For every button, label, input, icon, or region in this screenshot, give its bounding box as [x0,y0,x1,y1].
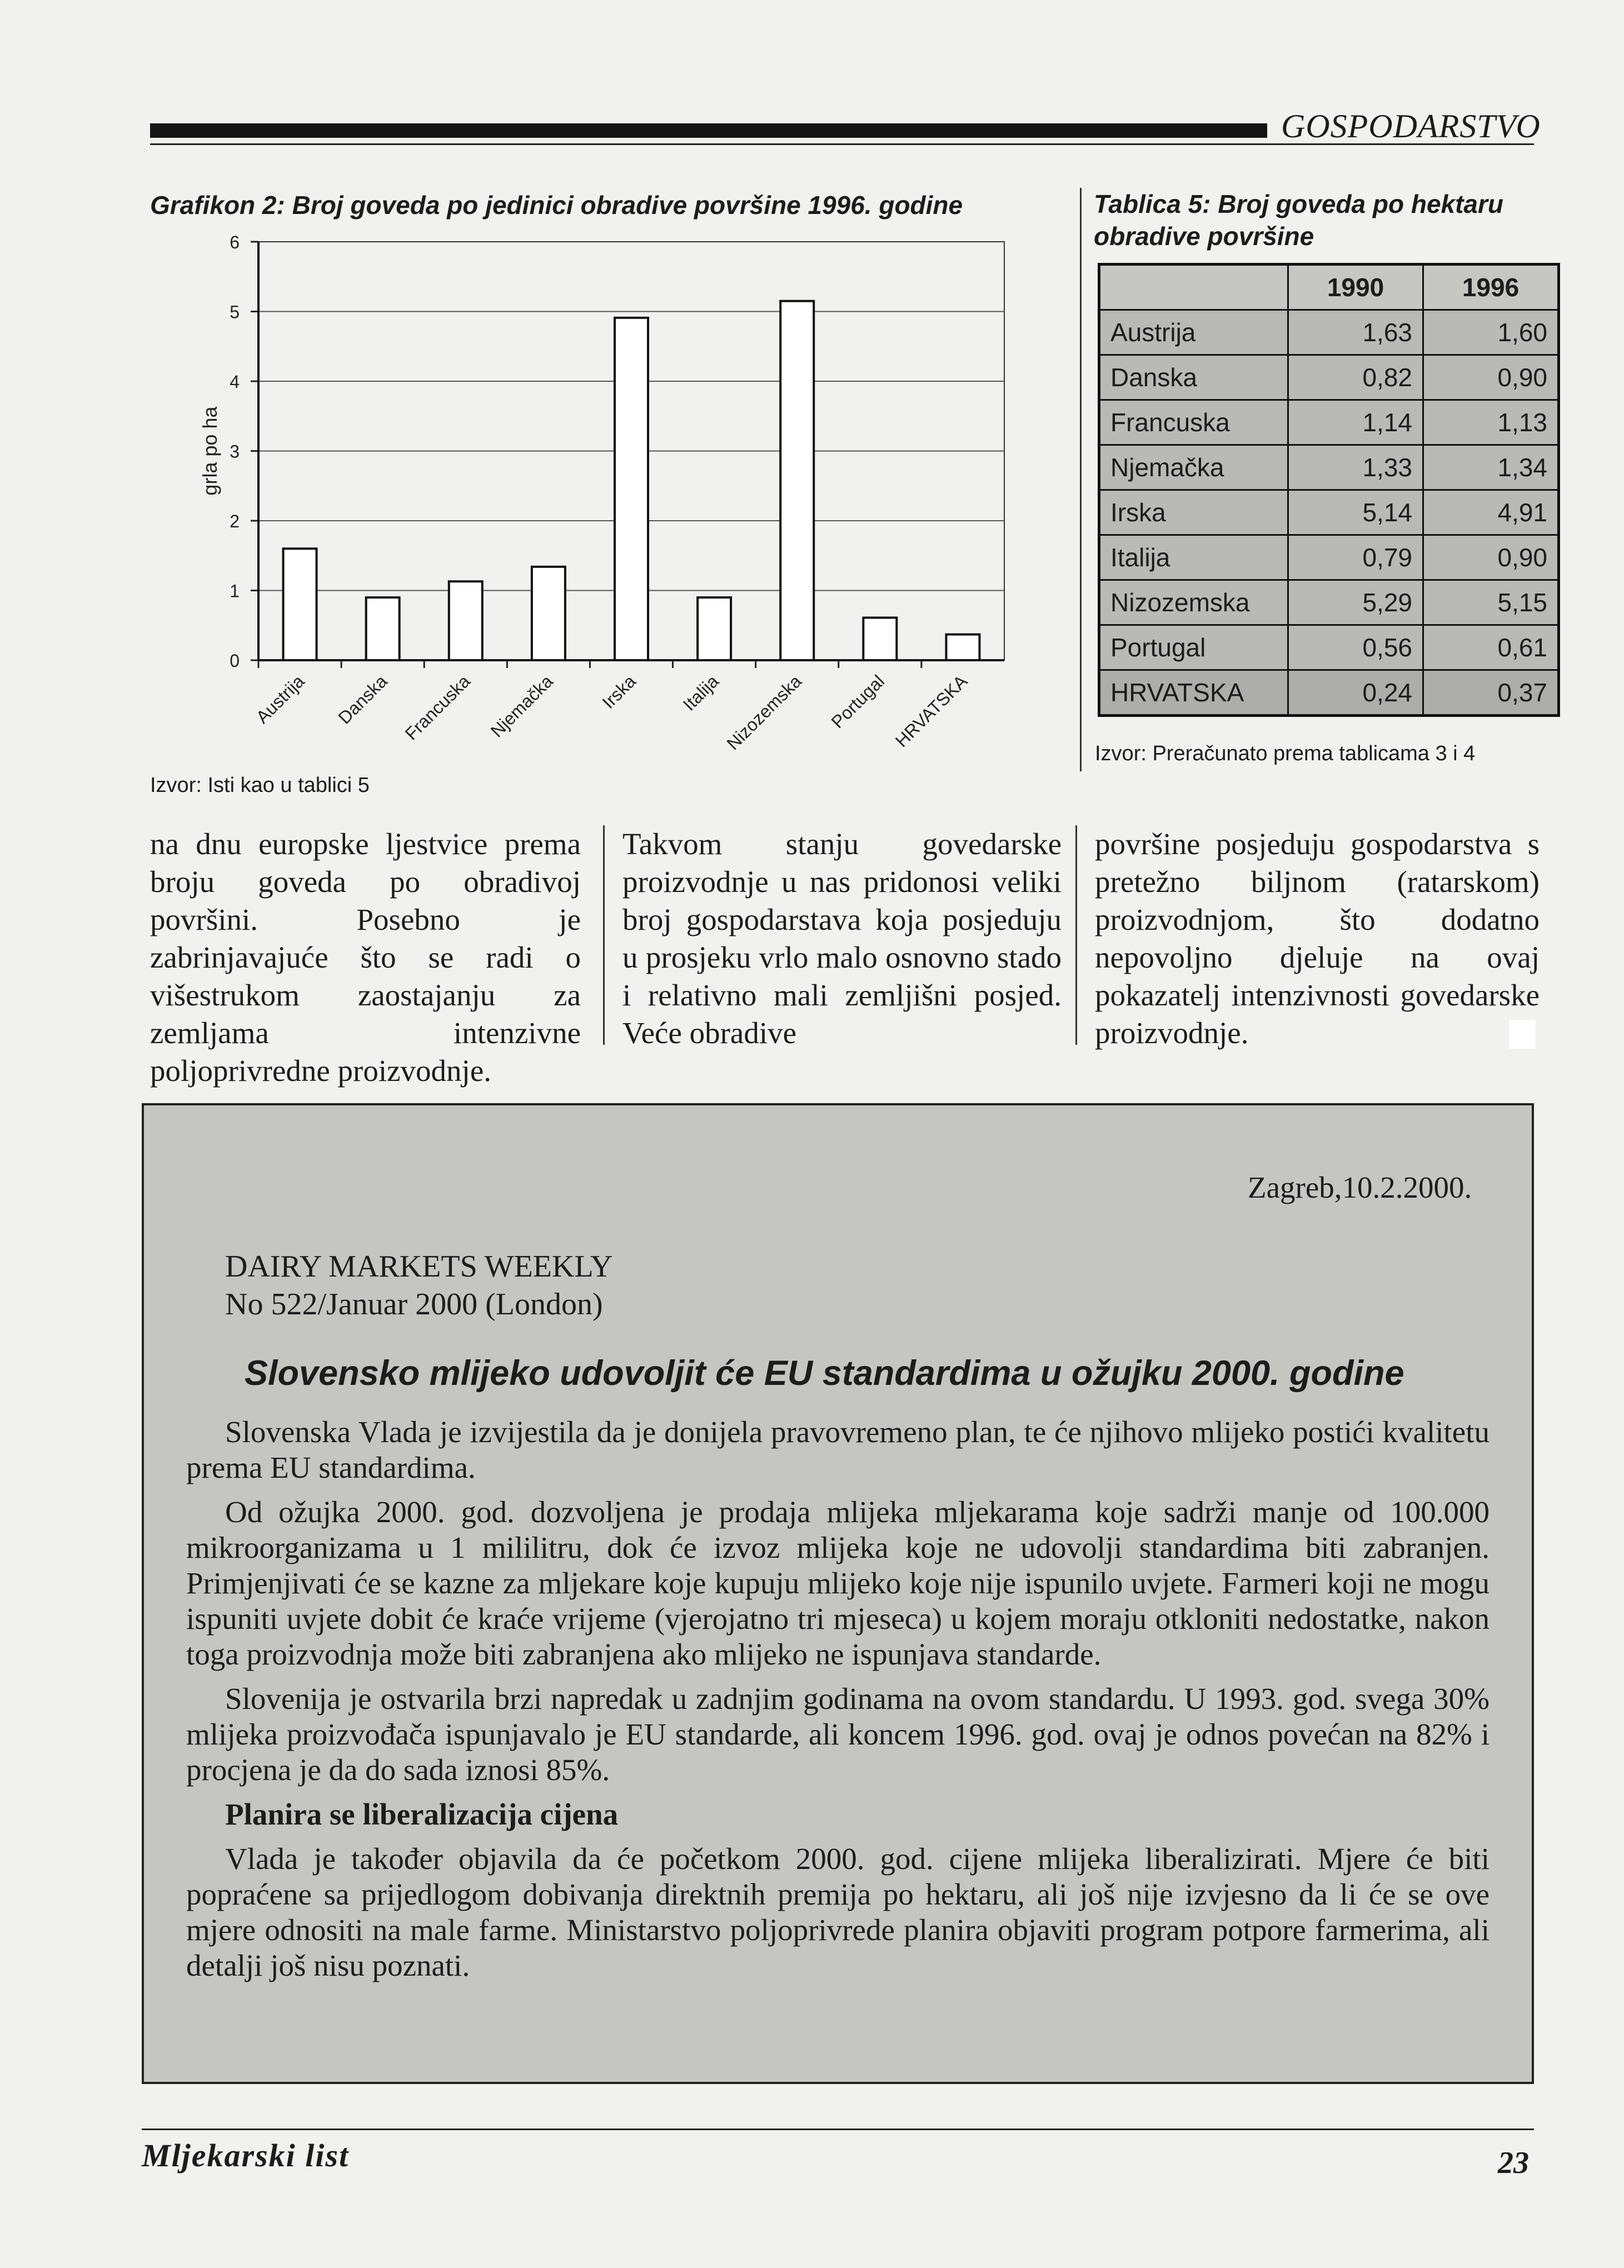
table-cell-country: HRVATSKA [1099,670,1288,716]
table-cell-1990: 1,63 [1288,310,1423,355]
table-header-cell: 1990 [1288,265,1423,310]
table-row [1099,490,1559,535]
table-cell-1996: 1,34 [1423,445,1559,490]
text-column-1: na dnu europske ljestvice prema broju goveda po obradivoj površini. Posebno je zabrinjavajuće što se radi o višestrukom zaostajanju za zemljama intenzivne poljoprivredne proizvodnje. [150,827,581,1088]
table-cell-1996: 0,90 [1423,535,1559,580]
table-cell-1996: 1,60 [1423,310,1559,355]
table-cell-1996: 0,90 [1423,355,1559,400]
bar-chart [150,225,1017,775]
article-date: Zagreb,10.2.2000. [1248,1170,1472,1204]
chart-title: Grafikon 2: Broj goveda po jedinici obradive površine 1996. godine [150,191,963,220]
x-tick-label: Francuska [401,671,474,744]
bar [780,301,814,660]
table-cell-1990: 0,56 [1288,625,1423,670]
table-cell-country: Irska [1099,490,1288,535]
table-cell-1990: 5,14 [1288,490,1423,535]
bar [615,318,648,660]
x-tick-label: Nizozemska [723,671,806,754]
y-tick-label: 3 [230,441,240,462]
x-tick-label: Njemačka [486,671,557,741]
table-cell-1990: 1,33 [1288,445,1423,490]
column-rule [1075,825,1077,1045]
table-cell-1990: 0,79 [1288,535,1423,580]
y-tick-label: 1 [230,581,240,601]
bar [532,567,565,660]
table-cell-country: Austrija [1099,310,1288,355]
x-tick-label: Irska [598,671,640,712]
publication-info [225,1248,612,1323]
white-marker [1509,1020,1536,1049]
x-tick-label: Italija [679,671,723,715]
bar [283,549,317,660]
table-cell-1996: 0,37 [1423,670,1559,716]
table-cell-1996: 0,61 [1423,625,1559,670]
table-header-cell [1099,265,1288,310]
bar [946,635,979,660]
table-cell-1996: 4,91 [1423,490,1559,535]
y-tick-label: 6 [230,232,240,252]
table-row [1099,535,1559,580]
section-title: GOSPODARSTVO [1281,108,1541,144]
table-cell-1996: 1,13 [1423,400,1559,445]
y-axis-label: grla po ha [198,406,221,496]
bar [863,617,896,660]
chart-divider [1080,188,1082,771]
table-source: Izvor: Preračunato prema tablicama 3 i 4 [1095,742,1476,765]
article-subheading: Planira se liberalizacija cijena [225,1797,619,1831]
y-tick-label: 5 [230,302,240,322]
x-tick-label: HRVATSKA [891,671,972,751]
journal-name: Mljekarski list [142,2137,350,2174]
table-header-cell: 1996 [1423,265,1559,310]
table-cell-country: Nizozemska [1099,580,1288,625]
table-title: Tablica 5: Broj goveda po hektaru obradive površine [1094,190,1504,251]
y-tick-label: 4 [230,372,240,392]
publication-issue: No 522/Januar 2000 (London) [225,1287,603,1322]
x-tick-label: Austrija [252,671,308,727]
bar [698,597,731,660]
table-cell-1990: 0,24 [1288,670,1423,716]
table-row [1099,445,1559,490]
article-paragraph: Od ožujka 2000. god. dozvoljena je prodaja mlijeka mljekarama koje sadrži manje od 100.000 mikroorganizama u 1 mililitru, dok će izvoz mlijeka koje ne udovolji standardima biti zabranjen. Primjenjivati će se kazne za mljekare koje kupuju mlijeko koje nije ispunilo uvjete. Farmeri koji ne mogu ispuniti uvjete dobit će kraće vrijeme (vjerojatno tri mjeseca) u kojem moraju otkloniti nedostatke, nakon toga proizvodnja može biti zabranjena ako mlijeko ne ispunjava standarde. [186,1495,1490,1671]
x-tick-label: Portugal [827,671,889,732]
page-number: 23 [1498,2146,1529,2180]
article-body [186,1414,1490,1992]
bar [449,581,482,660]
table-cell-country: Italija [1099,535,1288,580]
column-rule [603,825,605,1045]
table-cell-country: Portugal [1099,625,1288,670]
text-column-3: površine posjeduju gospodarstva s pretežno biljnom (ratarskom) proizvodnjom, što dodatno nepovoljno djeluje na ovaj pokazatelj intenzivnosti govedarske proizvodnje. [1095,827,1540,1050]
bar [366,597,400,660]
article-paragraph: Vlada je također objavila da će početkom 2000. god. cijene mlijeka liberalizirati. Mjere će biti popraćene sa prijedlogom dobivanja direktnih premija po hektaru, ali još nije izvjesno da li će se ove mjere odnositi na male farme. Ministarstvo poljoprivrede planira objaviti program potpore farmerima, ali detalji još nisu poznati. [186,1842,1490,1982]
table-row [1099,400,1559,445]
y-tick-label: 2 [230,511,240,531]
table-cell-1990: 5,29 [1288,580,1423,625]
article-headline: Slovensko mlijeko udovoljit će EU standardima u ožujku 2000. godine [245,1354,1404,1393]
x-tick-label: Danska [334,671,391,728]
table-cell-country: Njemačka [1099,445,1288,490]
table-row [1099,355,1559,400]
text-column-2: Takvom stanju govedarske proizvodnje u nas pridonosi veliki broj gospodarstava koja posjeduju u prosjeku vrlo malo osnovno stado i relativno mali zemljišni posjed. Veće obradive [622,827,1062,1050]
table-row [1099,310,1559,355]
y-tick-label: 0 [230,651,240,671]
table-row [1099,625,1559,670]
table-cell-1990: 0,82 [1288,355,1423,400]
table-cell-country: Francuska [1099,400,1288,445]
chart-source: Izvor: Isti kao u tablici 5 [150,774,370,797]
article-paragraph: Slovenija je ostvarila brzi napredak u zadnjim godinama na ovom standardu. U 1993. god. svega 30% mlijeka proizvođača ispunjavalo je EU standarde, ali koncem 1996. god. ovaj je odnos povećan na 82% i procjena je da do sada iznosi 85%. [186,1682,1490,1787]
table-cell-1996: 5,15 [1423,580,1559,625]
table-row [1099,580,1559,625]
table-header-row [1099,265,1559,310]
footer-rule [142,2129,1534,2130]
article-paragraph: Slovenska Vlada je izvijestila da je donijela pravovremeno plan, te će njihovo mlijeko postići kvalitetu prema EU standardima. [186,1415,1490,1484]
table-cell-country: Danska [1099,355,1288,400]
table-row [1099,670,1559,716]
header-rule [150,123,1267,138]
table-cell-1990: 1,14 [1288,400,1423,445]
cattle-per-hectare-table [1098,263,1560,717]
publication-name: DAIRY MARKETS WEEKLY [225,1249,613,1284]
